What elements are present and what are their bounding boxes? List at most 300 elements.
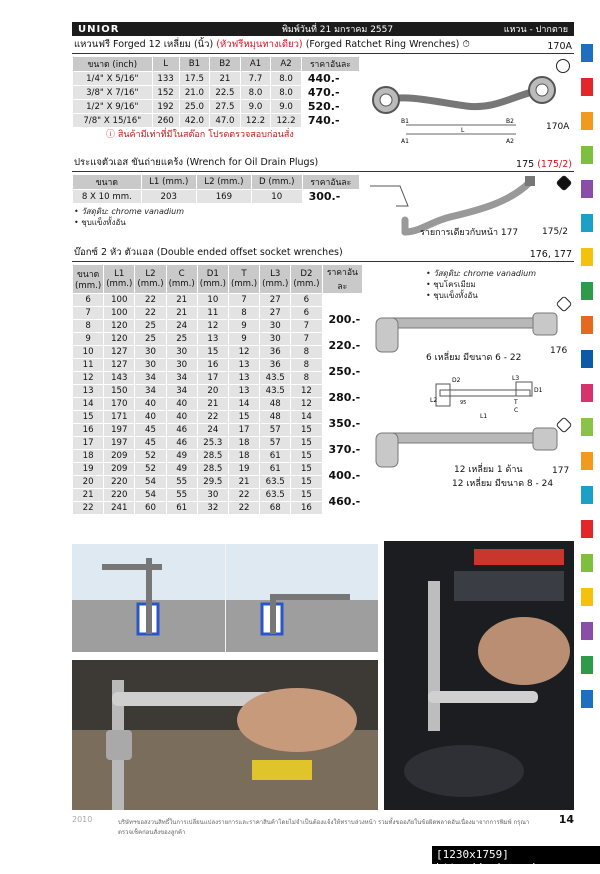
table-cell: 22.5 <box>210 86 241 100</box>
col-header-line: L3 <box>270 269 281 279</box>
table-cell: 197 <box>104 424 135 437</box>
table-cell: 22 <box>228 502 259 515</box>
image-watermark: [1230x1759] http://upic.me/ <box>432 846 600 864</box>
table-cell: 7 <box>291 333 322 346</box>
col-header-unit: (mm.) <box>262 279 289 289</box>
table-cell: 9 <box>73 333 104 346</box>
table-cell: 48 <box>260 398 291 411</box>
table-cell: 47.0 <box>210 114 241 128</box>
section3-title: บ๊อกซ์ 2 หัว ตัวแอล (Double ended offset socket wrenches) <box>74 247 343 258</box>
table-row <box>73 385 363 398</box>
dim-b1: B1 <box>401 118 409 125</box>
table-cell: 13 <box>228 359 259 372</box>
section1-col-header: A2 <box>271 57 302 72</box>
table-cell: 127 <box>104 346 135 359</box>
section2-col-header: ขนาด <box>73 175 142 190</box>
table-row <box>73 307 363 320</box>
table-cell: 52 <box>135 450 166 463</box>
table-row <box>73 86 360 100</box>
hand-using-wrench-photo <box>72 660 378 810</box>
table-cell: 18 <box>73 450 104 463</box>
table-cell: 28.5 <box>197 450 228 463</box>
table-cell: 54 <box>135 476 166 489</box>
table-cell: 209 <box>104 450 135 463</box>
usage-diagram-photo <box>72 544 378 652</box>
section3-col-header <box>260 265 291 294</box>
chapter-tab <box>581 78 593 96</box>
chapter-tab <box>581 248 593 266</box>
section2-title: ประแจตัวเอส ขันถ่ายแคร้ง (Wrench for Oil Drain Plugs) <box>74 157 319 168</box>
col-header-line: D1 <box>206 269 219 279</box>
stock-note: ⓘ สินค้ามีเท่าที่มีในสต๊อก โปรดตรวจสอบก่อนสั่ง <box>106 130 294 140</box>
table-cell: 60 <box>135 502 166 515</box>
table-cell: 203 <box>141 190 196 204</box>
price-cell: 440.- <box>301 72 359 86</box>
table-cell: 7 <box>228 294 259 307</box>
col-header-line: ราคาอันละ <box>326 268 358 292</box>
table-cell: 8.0 <box>240 86 271 100</box>
table-cell: 21 <box>210 72 241 86</box>
col-header-line: ขนาด <box>77 270 100 280</box>
table-cell: 21 <box>73 489 104 502</box>
col-header-line: T <box>241 269 247 279</box>
section3-note-3: ชุบแข็งทั้งอัน <box>433 291 478 300</box>
table-cell: 63.5 <box>260 476 291 489</box>
price-cell: 350.- <box>322 411 363 437</box>
table-cell: 18 <box>228 437 259 450</box>
table-cell: 15 <box>291 476 322 489</box>
table-cell: 100 <box>104 294 135 307</box>
table-cell: 12.2 <box>271 114 302 128</box>
chapter-tab <box>581 44 593 62</box>
table-cell: 3/8" X 7/16" <box>73 86 153 100</box>
table-cell: 21 <box>228 476 259 489</box>
hex-symbol-icon <box>556 59 570 73</box>
section1-title-red: (หัวฟรีหมุนทางเดียว) <box>216 39 303 50</box>
col-header-unit: (mm.) <box>106 279 133 289</box>
dim-95: 95 <box>460 400 467 406</box>
table-row <box>73 502 363 515</box>
table-cell: 9.0 <box>271 100 302 114</box>
table-cell: 15 <box>291 489 322 502</box>
table-cell: 127 <box>104 359 135 372</box>
table-cell: 15 <box>73 411 104 424</box>
table-cell: 25.0 <box>179 100 210 114</box>
price-cell: 470.- <box>301 86 359 100</box>
section3-col-header <box>166 265 197 294</box>
table-cell: 8 X 10 mm. <box>73 190 142 204</box>
price-cell: 400.- <box>322 463 363 489</box>
table-cell: 29.5 <box>197 476 228 489</box>
table-cell: 197 <box>104 437 135 450</box>
table-cell: 10 <box>73 346 104 359</box>
table-cell: 55 <box>166 489 197 502</box>
page-number: 14 <box>558 813 574 826</box>
page-header <box>72 22 574 36</box>
table-cell: 22 <box>228 489 259 502</box>
section1-table <box>72 56 360 128</box>
section-label: แหวน - ปากตาย <box>503 25 568 35</box>
table-cell: 34 <box>166 385 197 398</box>
table-cell: 11 <box>73 359 104 372</box>
table-cell: 28.5 <box>197 463 228 476</box>
table-cell: 61 <box>166 502 197 515</box>
section1-code: 170A <box>547 41 572 52</box>
table-cell: 46 <box>166 424 197 437</box>
table-cell: 6 <box>291 294 322 307</box>
price-cell: 460.- <box>322 489 363 515</box>
dim-l1: L1 <box>480 413 488 420</box>
table-cell: 27 <box>260 294 291 307</box>
caption-177a: 12 เหลี่ยม 1 ด้าน <box>454 465 523 475</box>
table-cell: 17 <box>197 372 228 385</box>
table-cell: 22 <box>73 502 104 515</box>
section3-note-2: ชุบโครเมียม <box>433 280 476 289</box>
table-cell: 13 <box>228 372 259 385</box>
dim-a1: A1 <box>401 138 409 145</box>
table-row <box>73 294 363 307</box>
table-cell: 30 <box>260 333 291 346</box>
table-cell: 21.0 <box>179 86 210 100</box>
dim-l: L <box>461 127 465 134</box>
price-cell: 280.- <box>322 385 363 411</box>
table-row <box>73 437 363 450</box>
table-cell: 54 <box>135 489 166 502</box>
table-cell: 43.5 <box>260 372 291 385</box>
table-cell: 22 <box>135 294 166 307</box>
table-cell: 30 <box>166 346 197 359</box>
footer-disclaimer: บริษัทฯขอสงวนสิทธิ์ในการเปลี่ยนแปลงรายการและราคาสินค้าโดยไม่จำเป็นต้องแจ้งให้ทราบล่วงหน้า รวมทั้งขออภัยในข้อผิดพลาดอันเนื่องมาจากการพิมพ์ กรุณาตรวจเช็คก่อนสั่งของลูกค้า <box>118 819 530 836</box>
table-cell: 30 <box>197 489 228 502</box>
caption-176: 6 เหลี่ยม มีขนาด 6 - 22 <box>426 353 522 363</box>
section3-col-header <box>135 265 166 294</box>
print-date: พิมพ์วันที่ 21 มกราคม 2557 <box>282 25 394 35</box>
section2-col-header: L2 (mm.) <box>196 175 251 190</box>
table-cell: 20 <box>197 385 228 398</box>
brand-logo: UNIOR <box>78 23 120 35</box>
table-cell: 9 <box>228 320 259 333</box>
table-row <box>73 320 363 333</box>
table-cell: 16 <box>73 424 104 437</box>
table-cell: 7 <box>291 320 322 333</box>
price-cell: 370.- <box>322 437 363 463</box>
table-cell: 152 <box>152 86 179 100</box>
table-cell: 100 <box>104 307 135 320</box>
table-cell: 7 <box>73 307 104 320</box>
table-cell: 13 <box>73 385 104 398</box>
table-row <box>73 346 363 359</box>
section3-col-header <box>73 265 104 294</box>
table-cell: 45 <box>135 424 166 437</box>
info-icon: ⓘ <box>106 130 116 140</box>
table-cell: 36 <box>260 346 291 359</box>
table-row <box>73 100 360 114</box>
table-cell: 57 <box>260 437 291 450</box>
col-header-unit: (mm.) <box>168 279 195 289</box>
table-cell: 14 <box>291 411 322 424</box>
engine-work-photo <box>384 541 574 810</box>
dim-d2: D2 <box>452 377 461 384</box>
dim-b2: B2 <box>506 118 514 125</box>
table-cell: 21 <box>166 294 197 307</box>
table-cell: 49 <box>166 450 197 463</box>
table-cell: 63.5 <box>260 489 291 502</box>
dim-l2: L2 <box>430 397 438 404</box>
table-cell: 133 <box>152 72 179 86</box>
table-cell: 25 <box>166 333 197 346</box>
table-cell: 20 <box>73 476 104 489</box>
caption-177b: 12 เหลี่ยม มีขนาด 8 - 24 <box>452 479 554 489</box>
section1-image-code: 170A <box>546 122 570 132</box>
table-cell: 15 <box>291 424 322 437</box>
table-row <box>73 359 363 372</box>
table-cell: 40 <box>166 398 197 411</box>
table-cell: 120 <box>104 320 135 333</box>
table-cell: 30 <box>135 346 166 359</box>
table-cell: 61 <box>260 450 291 463</box>
table-cell: 15 <box>291 437 322 450</box>
table-cell: 34 <box>166 372 197 385</box>
table-row <box>73 72 360 86</box>
table-cell: 14 <box>228 398 259 411</box>
price-cell: 300.- <box>302 190 359 204</box>
section2-note-2: ชุบแข็งทั้งอัน <box>81 218 126 227</box>
section1-heading <box>72 38 574 54</box>
chapter-tab <box>581 656 593 674</box>
table-cell: 18 <box>228 450 259 463</box>
price-cell: 520.- <box>301 100 359 114</box>
section1-title-en: (Forged Ratchet Ring Wrenches) <box>305 39 460 50</box>
chapter-tab <box>581 690 593 708</box>
chapter-tab <box>581 282 593 300</box>
table-row <box>73 424 363 437</box>
dimension-diagram <box>430 372 550 420</box>
table-cell: 12.2 <box>240 114 271 128</box>
section2-code-red: (175/2) <box>537 159 572 170</box>
section1-col-header: ราคาอันละ <box>301 57 359 72</box>
section3-notes: • วัสดุดิบ: chrome vanadium • ชุบโครเมียม • ชุบแข็งทั้งอัน <box>426 269 537 300</box>
table-cell: 12 <box>291 385 322 398</box>
table-cell: 68 <box>260 502 291 515</box>
dim-a2: A2 <box>506 138 514 145</box>
table-row <box>73 476 363 489</box>
section2-col-header: L1 (mm.) <box>141 175 196 190</box>
price-cell: 200.- <box>322 307 363 333</box>
table-cell: 22 <box>197 411 228 424</box>
table-cell: 9.0 <box>240 100 271 114</box>
section1-col-header: L <box>152 57 179 72</box>
price-cell: 740.- <box>301 114 359 128</box>
section2-col-header: D (mm.) <box>251 175 302 190</box>
table-cell: 12 <box>197 320 228 333</box>
section3-col-header <box>228 265 259 294</box>
table-cell: 27.5 <box>210 100 241 114</box>
table-cell: 8 <box>228 307 259 320</box>
table-cell: 143 <box>104 372 135 385</box>
table-cell: 170 <box>104 398 135 411</box>
chapter-tab <box>581 384 593 402</box>
section3-col-header <box>322 265 363 294</box>
col-header-unit: (mm.) <box>137 279 164 289</box>
table-row <box>73 398 363 411</box>
table-cell: 1/2" X 9/16" <box>73 100 153 114</box>
ratchet-wrench-illustration <box>366 72 566 147</box>
table-cell: 17 <box>228 424 259 437</box>
table-cell: 12 <box>291 398 322 411</box>
section3-note-1: วัสดุดิบ: chrome vanadium <box>433 269 537 278</box>
table-cell: 241 <box>104 502 135 515</box>
table-cell: 8.0 <box>271 72 302 86</box>
table-cell: 40 <box>135 398 166 411</box>
table-cell: 40 <box>135 411 166 424</box>
table-cell: 10 <box>251 190 302 204</box>
table-row <box>73 489 363 502</box>
table-cell: 19 <box>228 463 259 476</box>
chapter-tab <box>581 452 593 470</box>
dim-c: C <box>514 407 519 414</box>
section2-note-1: วัสดุดิบ: chrome vanadium <box>81 207 185 216</box>
table-cell: 171 <box>104 411 135 424</box>
table-cell: 24 <box>166 320 197 333</box>
section1-title: แหวนฟรี Forged 12 เหลี่ยม (นิ้ว) <box>74 39 214 50</box>
table-row <box>73 450 363 463</box>
table-cell: 32 <box>197 502 228 515</box>
table-cell: 7/8" X 15/16" <box>73 114 153 128</box>
table-cell: 42.0 <box>179 114 210 128</box>
table-cell: 43.5 <box>260 385 291 398</box>
table-cell: 25.3 <box>197 437 228 450</box>
price-cell: 250.- <box>322 359 363 385</box>
table-cell: 6 <box>73 294 104 307</box>
section2-caption: รายการเดียวกับหน้า 177 <box>420 228 519 238</box>
table-cell: 55 <box>166 476 197 489</box>
table-cell: 9 <box>228 333 259 346</box>
table-cell: 30 <box>166 359 197 372</box>
table-cell: 57 <box>260 424 291 437</box>
square-drive-icon <box>556 175 573 192</box>
section1-col-header: B2 <box>210 57 241 72</box>
table-cell: 169 <box>196 190 251 204</box>
clock-icon: ⏱ <box>462 39 470 50</box>
table-cell: 25 <box>135 320 166 333</box>
chapter-tab <box>581 520 593 538</box>
section3-col-header <box>291 265 322 294</box>
table-cell: 8 <box>291 346 322 359</box>
col-header-line: C <box>178 269 185 279</box>
col-header-unit: (mm.) <box>199 279 226 289</box>
table-cell: 16 <box>291 502 322 515</box>
table-cell: 13 <box>228 385 259 398</box>
chapter-tab <box>581 350 593 368</box>
section3-col-header <box>104 265 135 294</box>
code-177: 177 <box>552 466 570 476</box>
table-row <box>73 463 363 476</box>
section3-code: 176, 177 <box>529 249 572 260</box>
chapter-tab <box>581 146 593 164</box>
section3-table <box>72 264 363 515</box>
table-cell: 14 <box>73 398 104 411</box>
table-cell: 15 <box>228 411 259 424</box>
table-cell: 27 <box>260 307 291 320</box>
table-cell: 10 <box>197 294 228 307</box>
table-cell: 25 <box>135 333 166 346</box>
table-cell: 36 <box>260 359 291 372</box>
table-cell: 12 <box>73 372 104 385</box>
section1-col-header: ขนาด (inch) <box>73 57 153 72</box>
price-cell <box>322 294 363 307</box>
price-cell: 220.- <box>322 333 363 359</box>
table-row <box>73 114 360 128</box>
section2-image-code: 175/2 <box>542 227 568 237</box>
col-header-unit: (mm.) <box>293 279 320 289</box>
section2-heading <box>72 157 574 172</box>
table-row <box>73 372 363 385</box>
col-header-line: L2 <box>145 269 156 279</box>
chapter-tab <box>581 214 593 232</box>
table-cell: 49 <box>166 463 197 476</box>
table-cell: 22 <box>135 307 166 320</box>
table-cell: 17.5 <box>179 72 210 86</box>
chapter-tab <box>581 316 593 334</box>
section2-notes: • วัสดุดิบ: chrome vanadium • ชุบแข็งทั้งอัน <box>74 207 185 227</box>
section1-col-header: A1 <box>240 57 271 72</box>
section3-heading <box>72 247 574 262</box>
section2-table <box>72 174 360 204</box>
table-cell: 8 <box>291 372 322 385</box>
code-176: 176 <box>550 346 568 356</box>
table-cell: 48 <box>260 411 291 424</box>
table-cell: 8 <box>73 320 104 333</box>
table-row <box>73 190 360 204</box>
table-cell: 150 <box>104 385 135 398</box>
table-cell: 6 <box>291 307 322 320</box>
dim-t: T <box>514 399 518 406</box>
table-cell: 192 <box>152 100 179 114</box>
table-cell: 11 <box>197 307 228 320</box>
chapter-tab <box>581 180 593 198</box>
section3-col-header <box>197 265 228 294</box>
table-cell: 15 <box>291 463 322 476</box>
table-cell: 209 <box>104 463 135 476</box>
table-cell: 21 <box>166 307 197 320</box>
table-cell: 21 <box>197 398 228 411</box>
chapter-tab <box>581 486 593 504</box>
table-cell: 120 <box>104 333 135 346</box>
chapter-tab <box>581 112 593 130</box>
dim-d1: D1 <box>534 387 543 394</box>
table-cell: 34 <box>135 372 166 385</box>
section1-col-header: B1 <box>179 57 210 72</box>
table-cell: 15 <box>197 346 228 359</box>
col-header-unit: (mm.) <box>230 279 258 289</box>
table-cell: 30 <box>135 359 166 372</box>
table-cell: 30 <box>260 320 291 333</box>
table-cell: 220 <box>104 476 135 489</box>
table-cell: 15 <box>291 450 322 463</box>
footer-year: 2010 <box>72 815 93 824</box>
table-row <box>73 333 363 346</box>
dim-l3: L3 <box>512 375 520 382</box>
col-header-line: L1 <box>114 269 125 279</box>
table-cell: 24 <box>197 424 228 437</box>
table-cell: 260 <box>152 114 179 128</box>
chapter-tab <box>581 554 593 572</box>
table-cell: 61 <box>260 463 291 476</box>
table-cell: 220 <box>104 489 135 502</box>
chapter-tab <box>581 588 593 606</box>
section2-col-header: ราคาอันละ <box>302 175 359 190</box>
table-cell: 17 <box>73 437 104 450</box>
